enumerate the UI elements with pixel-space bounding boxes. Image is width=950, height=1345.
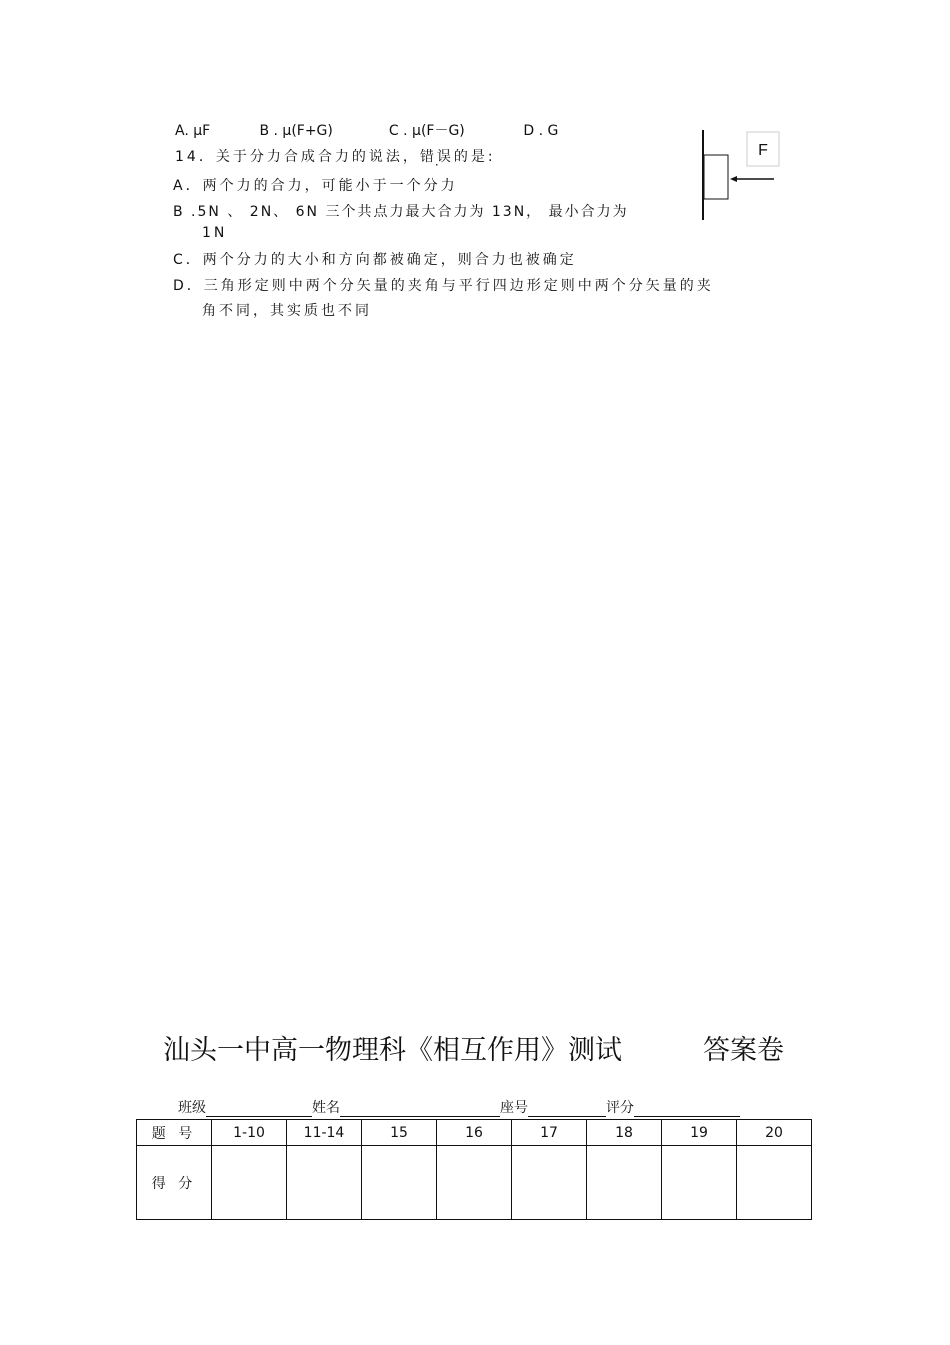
q14-option-b-line1: B .5N 、 2N、 6N 三个共点力最大合力为 13N， 最小合力为 [173,204,629,220]
q13-option-b: B . μ(F+G) [259,123,333,139]
q13-option-d: D . G [523,123,559,139]
seat-blank[interactable] [528,1102,606,1117]
score-cell[interactable] [362,1146,437,1220]
answer-sheet-title: 汕头一中高一物理科《相互作用》测试 [163,1035,622,1066]
row-header-score: 得 分 [137,1146,212,1220]
col-19: 19 [662,1120,737,1146]
q14-stem-after: 的是: [453,149,496,165]
col-18: 18 [587,1120,662,1146]
score-cell[interactable] [212,1146,287,1220]
answer-sheet-title-tail: 答案卷 [703,1035,784,1066]
row-header-question: 题 号 [137,1120,212,1146]
score-cell[interactable] [437,1146,512,1220]
score-label: 评分 [606,1100,634,1116]
score-table [136,1119,812,1220]
score-cell[interactable] [662,1146,737,1220]
col-11-14: 11-14 [287,1120,362,1146]
q14-stem-emphasis: 错误 [419,149,454,165]
col-20: 20 [737,1120,812,1146]
q14-option-d-line2: 角不同，其实质也不同 [202,303,372,319]
seat-label: 座号 [500,1100,528,1116]
name-blank[interactable] [340,1102,500,1117]
col-15: 15 [362,1120,437,1146]
q14-option-b-line2: 1N [202,225,228,241]
col-16: 16 [437,1120,512,1146]
q14-option-c: C．两个分力的大小和方向都被确定，则合力也被确定 [173,252,577,268]
force-label: F [758,142,768,159]
q14-option-a: A．两个力的合力，可能小于一个分力 [173,178,458,194]
table-row-questions [137,1120,812,1146]
q13-option-c: C . μ(F－G) [388,123,465,139]
q13-options [175,120,558,140]
force-diagram-svg [690,125,790,225]
force-arrowhead [730,176,737,182]
block [704,155,728,199]
score-cell[interactable] [737,1146,812,1220]
name-label: 姓名 [312,1100,340,1116]
class-blank[interactable] [206,1102,312,1117]
score-cell[interactable] [587,1146,662,1220]
score-blank[interactable] [634,1102,740,1117]
table-row-scores [137,1146,812,1220]
q14-stem [175,146,496,166]
score-cell[interactable] [287,1146,362,1220]
q13-option-a: A. μF [175,123,211,139]
student-info-line [178,1097,740,1117]
q14-option-d-line1: D．三角形定则中两个分矢量的夹角与平行四边形定则中两个分矢量的夹 [173,278,714,294]
score-cell[interactable] [512,1146,587,1220]
col-17: 17 [512,1120,587,1146]
force-diagram [690,125,790,225]
q14-stem-before: 14．关于分力合成合力的说法， [175,149,420,165]
class-label: 班级 [178,1100,206,1116]
col-1-10: 1-10 [212,1120,287,1146]
